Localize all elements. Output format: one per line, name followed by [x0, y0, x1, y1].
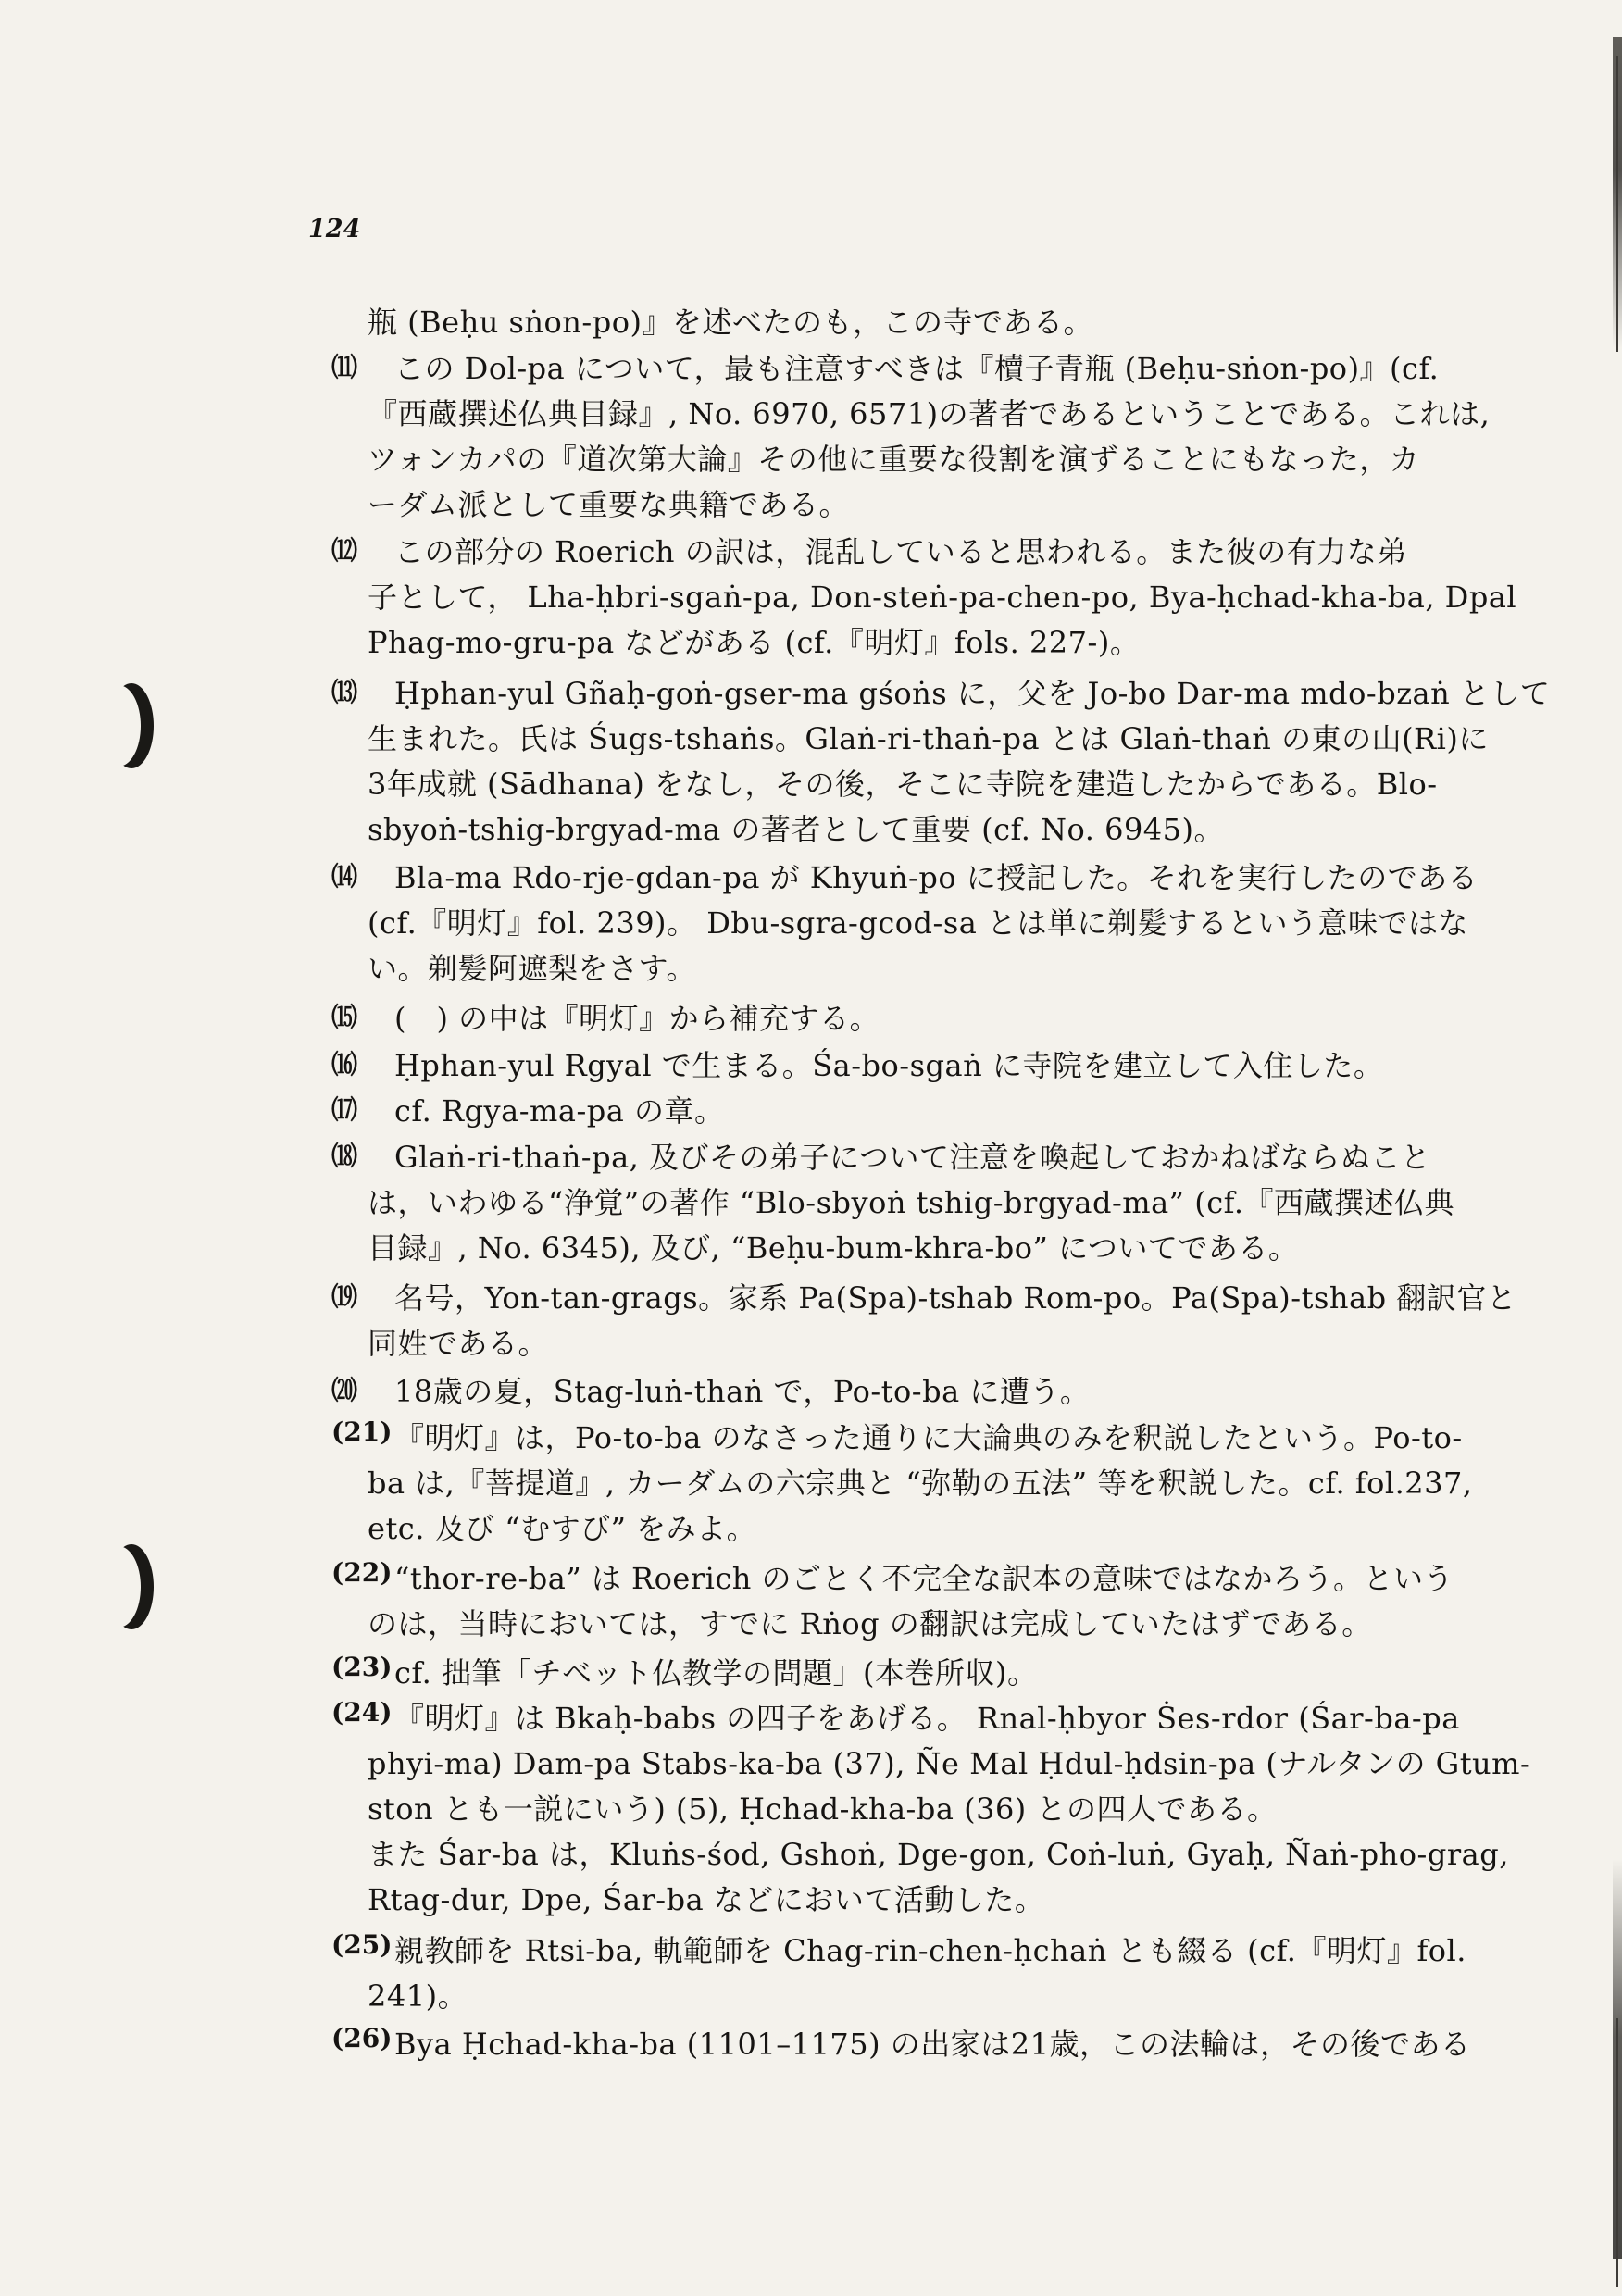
- endnote-number: ⒀: [331, 677, 358, 707]
- margin-mark-lower: [109, 1544, 146, 1629]
- endnote-line: cf. 拙筆「チベット仏教学の問題」(本巻所収)。: [394, 1655, 1038, 1691]
- endnote-line: Phag-mo-gru-pa などがある (cf.『明灯』fols. 227-)。: [368, 625, 1141, 660]
- page-number: 124: [308, 215, 361, 243]
- endnote-line: ba は,『菩提道』, カーダムの六宗典と “弥勒の五法” 等を釈説した。cf. fol.237,: [368, 1466, 1473, 1501]
- endnote-number: (25): [331, 1929, 393, 1960]
- endnote-line: 子として， Lha-ḥbri-sgaṅ-pa, Don-steṅ-pa-chen-po, Bya-ḥchad-kha-ba, Dpal: [368, 580, 1517, 615]
- endnote-line: Ḥphan-yul Gñaḥ-goṅ-gser-ma gśoṅs に，父を Jo-bo Dar-ma mdo-bzaṅ として: [394, 676, 1551, 711]
- endnote-line: この部分の Roerich の訳は，混乱していると思われる。また彼の有力な弟: [394, 534, 1407, 569]
- endnote-number: (24): [331, 1697, 393, 1728]
- endnote-number: (22): [331, 1557, 393, 1588]
- endnote-line: 『明灯』は Bkaḥ-babs の四子をあげる。 Rnal-ḥbyor Ṡes-rdor (Śar-ba-pa: [394, 1701, 1460, 1736]
- endnote-number: (23): [331, 1652, 393, 1682]
- continued-text: 瓶 (Beḥu sṅon-po)』を述べたのも，この寺である。: [368, 305, 1093, 340]
- endnote-number: ⑾: [331, 352, 358, 382]
- margin-mark-upper: [109, 683, 146, 768]
- endnote-line: 『明灯』は，Po-to-ba のなさった通りに大論典のみを釈説したという。Po-to-: [394, 1420, 1463, 1455]
- endnote-line: 『西蔵撰述仏典目録』, No. 6970, 6571)の著者であるということである。これは,: [368, 396, 1491, 431]
- endnote-line: Glaṅ-ri-thaṅ-pa, 及びその弟子について注意を喚起しておかねばならぬこと: [394, 1140, 1431, 1175]
- endnote-line: は，いわゆる“浄覚”の著作 “Blo-sbyoṅ tshig-brgyad-ma” (cf.『西蔵撰述仏典: [368, 1185, 1454, 1220]
- endnote-number: ⒆: [331, 1281, 358, 1312]
- endnote-line: い。剃髪阿遮梨をさす。: [368, 951, 696, 986]
- page-edge-shadow: [1613, 37, 1622, 2259]
- endnote-line: 3年成就 (Sādhana) をなし，その後，そこに寺院を建造したからである。Blo-: [368, 767, 1438, 802]
- endnote-number: ⒃: [331, 1049, 358, 1079]
- endnote-number: (21): [331, 1416, 393, 1447]
- endnote-line: また Śar-ba は，Kluṅs-śod, Gshoṅ, Dge-gon, Coṅ-luṅ, Gyaḥ, Ñaṅ-pho-grag,: [368, 1837, 1509, 1872]
- endnote-line: 18歳の夏，Stag-luṅ-thaṅ で，Po-to-ba に遭う。: [394, 1374, 1091, 1409]
- endnote-line: cf. Rgya-ma-pa の章。: [394, 1093, 725, 1129]
- endnote-line: ーダム派として重要な典籍である。: [368, 487, 850, 522]
- endnote-line: (cf.『明灯』fol. 239)。 Dbu-sgra-gcod-sa とは単に剃髪するという意味ではな: [368, 905, 1469, 941]
- endnote-line: Ḥphan-yul Rgyal で生まる。Śa-bo-sgaṅ に寺院を建立して入住した。: [394, 1048, 1384, 1083]
- endnote-line: ston とも一説にいう) (5), Ḥchad-kha-ba (36) との四人である。: [368, 1791, 1278, 1827]
- endnote-line: 同姓である。: [368, 1326, 549, 1361]
- endnote-number: ⑿: [331, 535, 358, 566]
- endnote-line: 親教師を Rtsi-ba, 軌範師を Chag-rin-chen-ḥchaṅ とも綴る (cf.『明灯』fol.: [394, 1933, 1466, 1968]
- endnote-line: のは，当時においては，すでに Rṅog の翻訳は完成していたはずである。: [368, 1606, 1372, 1641]
- endnote-number: ⒇: [331, 1375, 358, 1405]
- edge-speck: [1616, 56, 1618, 352]
- endnote-number: (26): [331, 2023, 393, 2053]
- endnote-line: 241)。: [368, 1978, 468, 2014]
- endnote-number: ⒅: [331, 1141, 358, 1171]
- endnote-number: ⒄: [331, 1094, 358, 1125]
- endnote-line: 生まれた。氏は Śugs-tshaṅs。Glaṅ-ri-thaṅ-pa とは Glaṅ-thaṅ の東の山(Ri)に: [368, 721, 1489, 756]
- endnote-line: Rtag-dur, Dpe, Śar-ba などにおいて活動した。: [368, 1882, 1045, 1917]
- edge-speck: [1616, 2018, 1618, 2287]
- endnote-line: ツォンカパの『道次第大論』その他に重要な役割を演ずることにもなった，カ: [368, 442, 1420, 477]
- endnote-line: 名号，Yon-tan-grags。家系 Pa(Spa)-tshab Rom-po。Pa(Spa)-tshab 翻訳官と: [394, 1280, 1517, 1316]
- endnote-line: etc. 及び “むすび” をみよ。: [368, 1511, 757, 1546]
- endnote-line: 目録』, No. 6345), 及び, “Beḥu-bum-khra-bo” についてである。: [368, 1230, 1299, 1266]
- endnote-line: ( ) の中は『明灯』から補充する。: [394, 1001, 880, 1036]
- endnote-line: “thor-re-ba” は Roerich のごとく不完全な訳本の意味ではなかろう。という: [394, 1561, 1454, 1596]
- endnote-line: この Dol-pa について，最も注意すべきは『櫝子青瓶 (Beḥu-sṅon-po)』(cf.: [394, 351, 1440, 386]
- endnote-line: sbyoṅ-tshig-brgyad-ma の著者として重要 (cf. No. 6945)。: [368, 812, 1225, 847]
- endnote-number: ⒁: [331, 861, 358, 892]
- endnote-line: Bya Ḥchad-kha-ba (1101–1175) の出家は21歳，この法輪は，その後である: [394, 2027, 1471, 2062]
- endnote-line: Bla-ma Rdo-rje-gdan-pa が Khyuṅ-po に授記した。それを実行したのである: [394, 860, 1479, 895]
- endnote-number: ⒂: [331, 1002, 358, 1032]
- endnote-line: phyi-ma) Dam-pa Stabs-ka-ba (37), Ñe Mal Ḥdul-ḥdsin-pa (ナルタンの Gtum-: [368, 1746, 1531, 1781]
